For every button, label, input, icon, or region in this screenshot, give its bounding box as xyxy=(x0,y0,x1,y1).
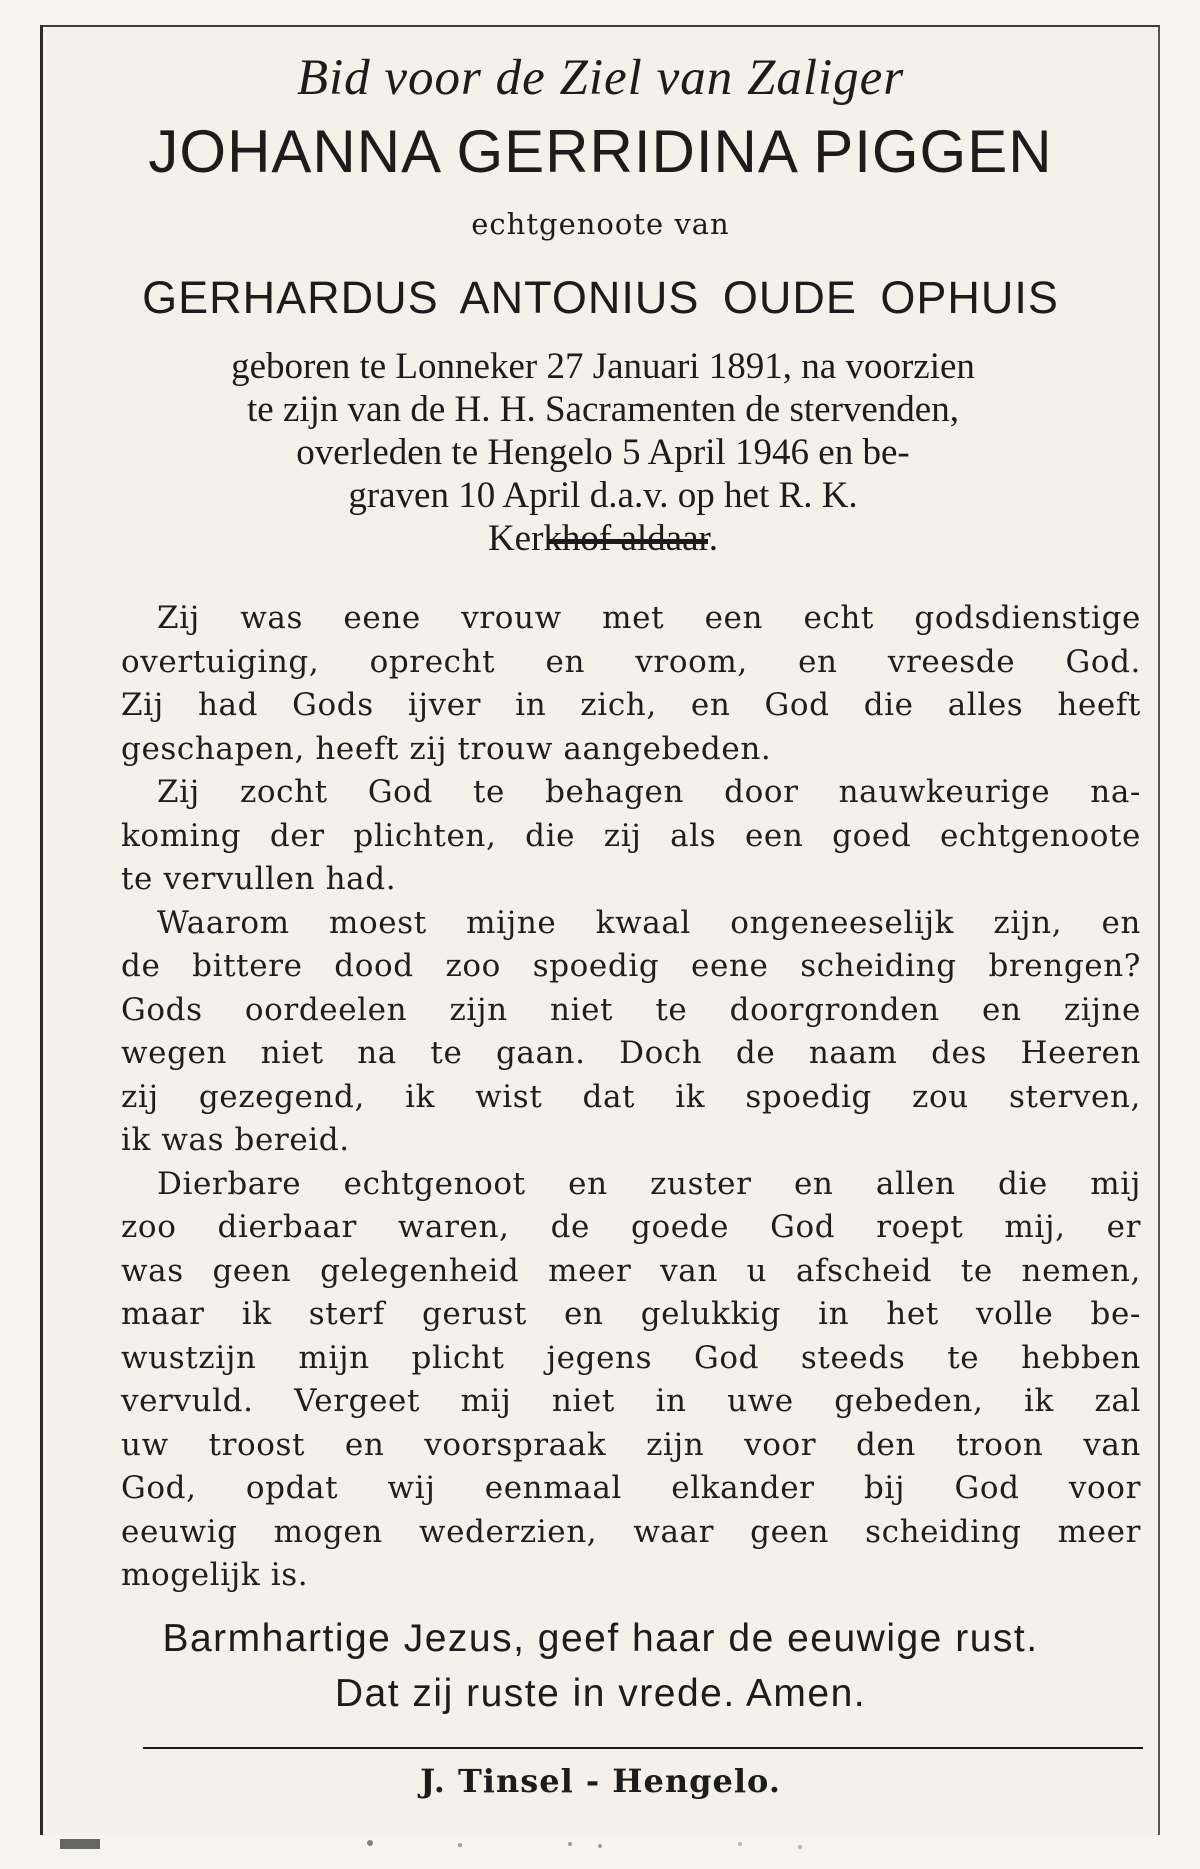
printer-credit: J. Tinsel - Hengelo. xyxy=(420,1762,781,1800)
text-line: Dierbare echtgenoot en zuster en allen die mij xyxy=(157,1165,1141,1202)
paragraph xyxy=(121,902,1141,1163)
text-line: zij gezegend, ik wist dat ik spoedig zou sterven, xyxy=(121,1078,1141,1115)
text-line: was geen gelegenheid meer van u afscheid te nemen, xyxy=(121,1252,1141,1289)
memorial-text xyxy=(121,597,1141,1598)
long-divider xyxy=(143,1747,1143,1749)
invocation-line: Bid voor de Ziel van Zaliger xyxy=(296,50,905,106)
paragraph xyxy=(121,1163,1141,1598)
relation-line: echtgenoote van xyxy=(471,207,730,241)
text-line: wustzijn mijn plicht jegens God steeds te hebben xyxy=(121,1339,1141,1376)
biography-line: Kerkhof aldaar. xyxy=(487,518,719,559)
short-divider xyxy=(548,539,708,544)
paragraph xyxy=(121,597,1141,771)
text-line: Waarom moest mijne kwaal ongeneeselijk zijn, en xyxy=(157,904,1141,941)
prayer-line-1: Barmhartige Jezus, geef haar de eeuwige rust. xyxy=(162,1617,1039,1660)
text-line: Zij was eene vrouw met een echt godsdienstige xyxy=(157,600,1141,636)
spouse-name: GERHARDUS ANTONIUS OUDE OPHUIS xyxy=(142,272,1059,323)
memorial-card xyxy=(40,25,1160,1835)
biography-line: geboren te Lonneker 27 Januari 1891, na voorzien xyxy=(231,346,975,387)
biography-line: overleden te Hengelo 5 April 1946 en be- xyxy=(296,432,910,473)
text-line: zoo dierbaar waren, de goede God roept mij, er xyxy=(121,1209,1141,1245)
text-line: koming der plichten, die zij als een goed echtgenoote xyxy=(121,817,1141,854)
text-line: vervuld. Vergeet mij niet in uwe gebeden, ik zal xyxy=(121,1383,1141,1419)
prayer-line-2: Dat zij ruste in vrede. Amen. xyxy=(334,1672,867,1715)
text-line: eeuwig mogen wederzien, waar geen scheiding meer xyxy=(121,1513,1141,1550)
print-specks xyxy=(40,1835,1160,1855)
text-line: maar ik sterf gerust en gelukkig in het volle be- xyxy=(121,1296,1141,1332)
text-line: mogelijk is. xyxy=(121,1557,309,1593)
deceased-name: JOHANNA GERRIDINA PIGGEN xyxy=(148,118,1053,185)
text-line: Zij zocht God te behagen door nauwkeurige na- xyxy=(157,774,1141,810)
text-line: wegen niet na te gaan. Doch de naam des Heeren xyxy=(121,1035,1141,1071)
text-line: God, opdat wij eenmaal elkander bij God voor xyxy=(121,1470,1141,1506)
paragraph xyxy=(121,771,1141,902)
text-line: Zij had Gods ijver in zich, en God die alles heeft xyxy=(121,687,1141,723)
biography-line: graven 10 April d.a.v. op het R. K. xyxy=(348,475,858,516)
text-line: te vervullen had. xyxy=(121,861,397,897)
text-line: Gods oordeelen zijn niet te doorgronden en zijne xyxy=(121,991,1141,1028)
biography-line: te zijn van de H. H. Sacramenten de stervenden, xyxy=(247,389,959,430)
text-line: uw troost en voorspraak zijn voor den troon van xyxy=(121,1426,1141,1463)
text-line: ik was bereid. xyxy=(121,1122,350,1158)
text-line: geschapen, heeft zij trouw aangebeden. xyxy=(121,730,772,767)
text-line: de bittere dood zoo spoedig eene scheiding brengen? xyxy=(121,948,1141,984)
text-line: overtuiging, oprecht en vroom, en vreesde God. xyxy=(121,643,1141,680)
biography-block xyxy=(93,345,1113,560)
